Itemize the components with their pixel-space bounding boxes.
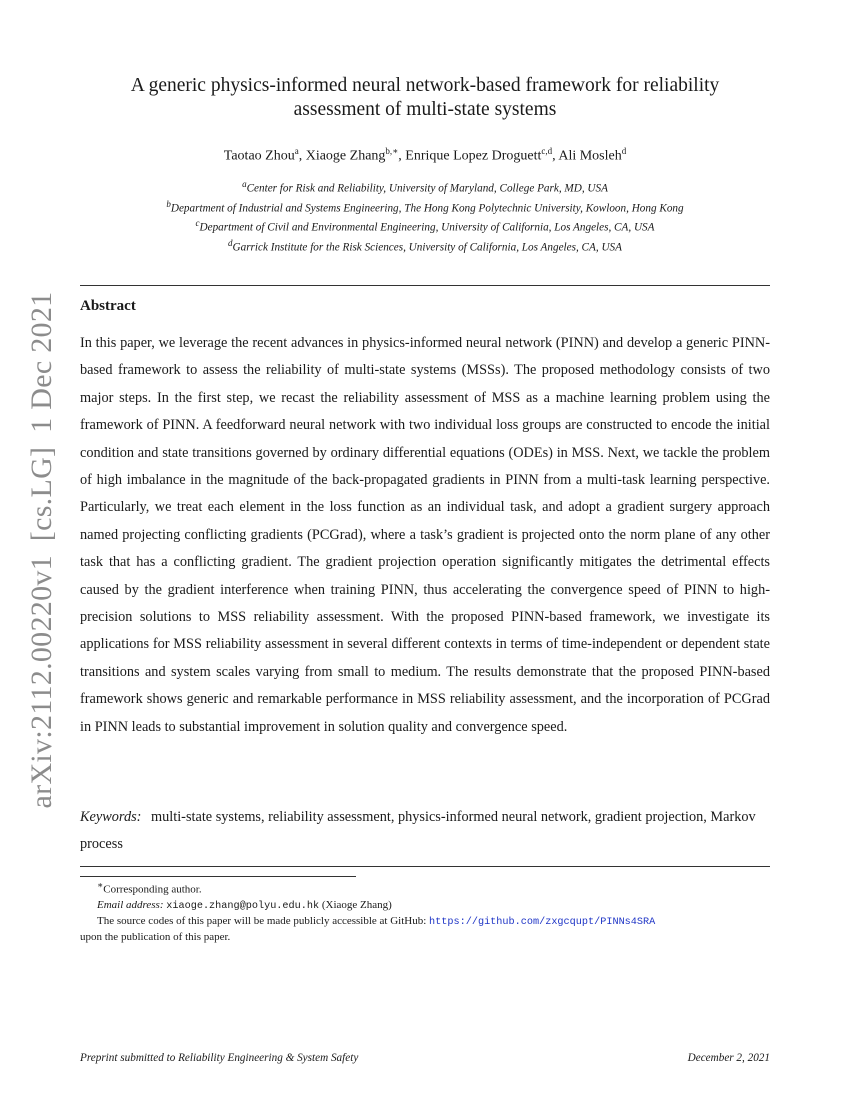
affiliation-list: [80, 177, 770, 256]
footnote-corresponding: [80, 878, 780, 898]
affiliation-mark: c: [195, 218, 200, 229]
github-link[interactable]: https://github.com/zxgcqupt/PINNs4SRA: [429, 916, 656, 928]
affiliation: [80, 177, 770, 197]
affiliation: [80, 216, 770, 236]
title-line-1: A generic physics-informed neural network-based framework for reliability: [130, 75, 720, 96]
author-name: Enrique Lopez Droguett: [405, 148, 542, 164]
author-separator: ,: [552, 148, 559, 164]
author-separator: ,: [298, 148, 306, 164]
footnotes: [80, 878, 780, 945]
author-separator: ,: [398, 148, 406, 164]
author-name: Ali Mosleh: [558, 148, 622, 164]
arxiv-category: [cs.LG]: [25, 446, 58, 542]
email-label: Email address:: [97, 898, 164, 911]
abstract-bottom-rule: [80, 866, 770, 867]
abstract-body: In this paper, we leverage the recent advances in physics-informed neural network (PINN) and develop a generic PINN-based framework to assess the reliability of multi-state systems (MSSs). The proposed methodology consists of two major steps. In the first step, we recast the reliability assessment of MSS as a machine learning problem using the framework of PINN. A feedforward neural network with two individual loss groups are constructed to encode the initial condition and state transitions governed by ordinary differential equations (ODEs) in MSS. Next, we tackle the problem of high imbalance in the magnitude of the back-propagated gradients in PINN from a multi-task learning perspective. Particularly, we treat each element in the loss function as an individual task, and adopt a gradient surgery approach named projecting conflicting gradients (PCGrad), where a task’s gradient is projected onto the norm plane of any other task that has a conflicting gradient. The gradient projection operation significantly mitigates the detrimental effects caused by the gradient interference when training PINN, thus accelerating the convergence speed of PINN to high-precision solutions to MSS reliability assessment. With the proposed PINN-based framework, we investigate its applications for MSS reliability assessment in several different contexts in terms of time-independent or dependent state transitions and system scales varying from small to medium. The results demonstrate that the proposed PINN-based framework shows generic and remarkable performance in MSS reliability assessment, and the incorporation of PCGrad in PINN leads to substantial improvement in solution quality and convergence speed.: [80, 335, 770, 735]
affiliation-mark: b: [166, 198, 171, 209]
keywords-text: multi-state systems, reliability assessment, physics-informed neural network, gradient projection, Markov process: [80, 809, 756, 853]
author-list: [80, 146, 770, 165]
footnote-mark: ∗: [97, 880, 104, 890]
keywords-label: Keywords:: [80, 809, 142, 825]
email-address[interactable]: xiaoge.zhang@polyu.edu.hk: [166, 900, 320, 912]
keywords: [80, 804, 770, 859]
affiliation-text: Department of Civil and Environmental Engineering, University of California, Los Angeles, CA, USA: [199, 222, 655, 235]
footnote-email: [80, 898, 780, 914]
arxiv-date: 1 Dec 2021: [25, 291, 58, 433]
affiliation-text: Garrick Institute for the Risk Sciences, University of California, Los Angeles, CA, USA: [232, 241, 622, 254]
footnote-rule: [80, 876, 356, 877]
affiliation: [80, 236, 770, 256]
affiliation-text: Department of Industrial and Systems Engineering, The Hong Kong Polytechnic University, Kowloon, Hong Kong: [170, 202, 684, 215]
paper-title: [80, 74, 770, 122]
source-text: The source codes of this paper will be made publicly accessible at GitHub:: [97, 914, 427, 927]
affiliation: [80, 197, 770, 217]
arxiv-watermark: [25, 289, 59, 812]
affiliation-mark: a: [242, 179, 247, 189]
arxiv-id: arXiv:2112.00220v1: [25, 555, 58, 809]
author-affiliation-mark: d: [621, 146, 627, 156]
preprint-footer: Preprint submitted to Reliability Engineering & System Safety: [80, 1052, 359, 1064]
footnote-source: [80, 914, 780, 930]
abstract-heading: Abstract: [80, 298, 136, 314]
footer-date: December 2, 2021: [687, 1052, 770, 1064]
author-affiliation-mark: c,d: [541, 146, 553, 156]
affiliation-mark: d: [228, 238, 233, 249]
footnote-source-tail: upon the publication of this paper.: [80, 930, 231, 943]
author-affiliation-mark: b,∗: [385, 146, 399, 156]
author-name: Taotao Zhou: [223, 148, 295, 164]
author-name: Xiaoge Zhang: [305, 148, 386, 164]
email-owner: (Xiaoge Zhang): [321, 898, 392, 911]
title-line-2: assessment of multi-state systems: [293, 99, 557, 120]
footnote-corresponding-text: Corresponding author.: [103, 883, 202, 896]
affiliation-text: Center for Risk and Reliability, University of Maryland, College Park, MD, USA: [246, 182, 608, 195]
abstract-top-rule: [80, 285, 770, 286]
author-affiliation-mark: a: [294, 146, 299, 156]
